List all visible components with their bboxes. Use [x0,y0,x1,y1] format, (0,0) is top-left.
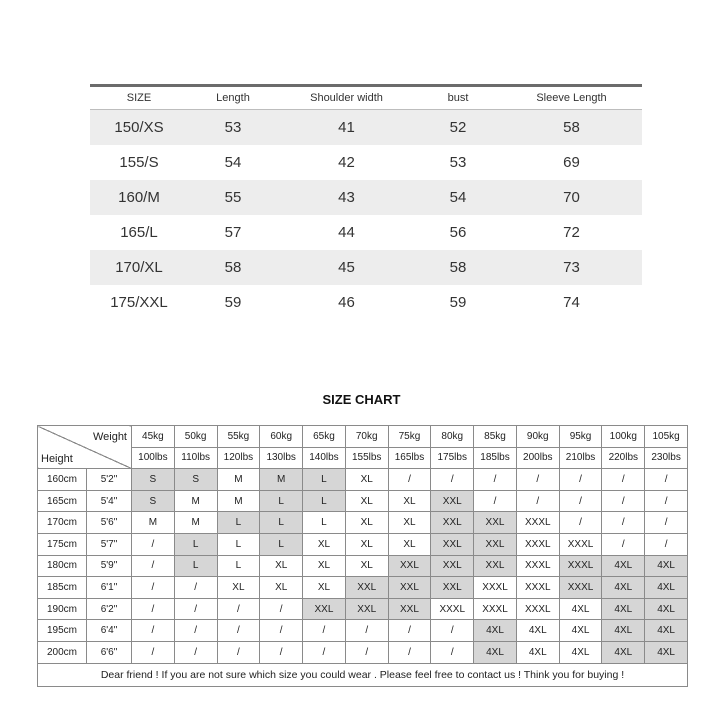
size-cell: / [345,620,388,642]
height-cm-cell: 195cm [38,620,87,642]
size-cell: XL [388,533,431,555]
size-cell: 4XL [645,555,688,577]
size-cell: / [645,533,688,555]
height-inch-cell: 5'9" [87,555,132,577]
size-cell: XL [345,469,388,491]
size-cell: XXXL [559,533,602,555]
size-cell: S [174,469,217,491]
size-cell: / [174,620,217,642]
size-cell: XXL [431,555,474,577]
header-bust: bust [415,87,501,110]
size-cell: / [474,469,517,491]
table-cell: 175/XXL [110,294,168,311]
size-cell: / [602,490,645,512]
size-cell: XXXL [516,512,559,534]
table-cell: 56 [449,224,467,241]
size-cell: XXL [474,533,517,555]
size-cell: M [260,469,303,491]
height-inch-cell: 6'6" [87,641,132,663]
corner-cell [38,426,132,469]
size-cell: / [559,490,602,512]
table-cell: 160/M [90,180,188,215]
lbs-row [38,447,688,469]
weight-kg-cell: 80kg [431,426,474,448]
size-cell: M [174,490,217,512]
height-cm-cell: 170cm [38,512,87,534]
size-cell: 4XL [602,555,645,577]
table-row [90,285,642,320]
weight-lbs-cell: 220lbs [602,447,645,469]
size-cell: L [217,533,260,555]
size-cell: XXXL [474,577,517,599]
size-cell: / [132,641,175,663]
size-cell: 4XL [516,641,559,663]
table-cell: 57 [224,224,242,241]
weight-lbs-cell: 230lbs [645,447,688,469]
table-cell: 155/S [119,154,159,171]
size-cell: / [602,469,645,491]
height-cm-cell: 165cm [38,490,87,512]
table-cell: 58 [188,250,278,285]
size-cell: / [645,469,688,491]
size-cell: / [132,577,175,599]
weight-kg-cell: 85kg [474,426,517,448]
size-cell: / [516,469,559,491]
height-cm-cell: 160cm [38,469,87,491]
size-row [38,512,688,534]
size-cell: S [132,490,175,512]
table-cell: 53 [449,154,467,171]
size-chart-title: SIZE CHART [322,392,401,407]
size-cell: 4XL [645,641,688,663]
weight-lbs-cell: 155lbs [345,447,388,469]
size-cell: S [132,469,175,491]
size-cell: 4XL [645,577,688,599]
height-inch-cell: 6'4" [87,620,132,642]
size-cell: / [516,490,559,512]
table-cell: 44 [338,224,355,241]
size-cell: XXL [431,490,474,512]
size-cell: / [217,598,260,620]
size-cell: / [217,620,260,642]
size-cell: XXL [345,577,388,599]
weight-kg-cell: 45kg [132,426,175,448]
weight-lbs-cell: 120lbs [217,447,260,469]
size-row [38,469,688,491]
measurement-table [90,84,642,320]
size-row [38,641,688,663]
size-cell: 4XL [559,641,602,663]
table-cell: 54 [224,154,242,171]
weight-lbs-cell: 130lbs [260,447,303,469]
header-shoulder-width: Shoulder width [278,87,415,110]
size-cell: / [602,512,645,534]
size-cell: 4XL [559,620,602,642]
height-inch-cell: 5'7" [87,533,132,555]
size-cell: XXXL [559,577,602,599]
table-cell: 170/XL [90,250,188,285]
height-cm-cell: 200cm [38,641,87,663]
table-cell: 70 [501,180,642,215]
height-inch-cell: 6'2" [87,598,132,620]
size-cell: / [645,512,688,534]
size-cell: L [174,555,217,577]
size-cell: XL [217,577,260,599]
table-cell: 52 [415,110,501,146]
table-cell: 54 [415,180,501,215]
weight-kg-cell: 105kg [645,426,688,448]
size-cell: / [260,620,303,642]
weight-lbs-cell: 140lbs [303,447,346,469]
table-cell: 59 [449,294,467,311]
weight-lbs-cell: 200lbs [516,447,559,469]
size-row [38,598,688,620]
size-cell: XXL [474,512,517,534]
size-cell: / [132,620,175,642]
weight-lbs-cell: 100lbs [132,447,175,469]
size-cell: XXXL [474,598,517,620]
size-cell: / [303,641,346,663]
table-cell: 74 [563,294,580,311]
size-cell: / [260,598,303,620]
table-cell: 58 [415,250,501,285]
size-cell: M [217,490,260,512]
measurement-header-row [90,87,642,110]
weight-lbs-cell: 110lbs [174,447,217,469]
size-cell: XXL [431,512,474,534]
size-cell: XXXL [431,598,474,620]
size-cell: XXL [474,555,517,577]
size-cell: 4XL [602,577,645,599]
table-cell: 73 [501,250,642,285]
size-cell: XL [388,512,431,534]
height-inch-cell: 6'1" [87,577,132,599]
size-cell: / [260,641,303,663]
size-cell: / [645,490,688,512]
table-cell: 46 [338,294,355,311]
size-cell: / [174,641,217,663]
table-cell: 55 [188,180,278,215]
size-row [38,577,688,599]
size-cell: XXXL [516,577,559,599]
size-cell: XL [345,512,388,534]
size-cell: L [303,469,346,491]
size-cell: / [345,641,388,663]
height-inch-cell: 5'6" [87,512,132,534]
height-inch-cell: 5'2" [87,469,132,491]
height-cm-cell: 185cm [38,577,87,599]
table-cell: 150/XS [90,110,188,146]
height-cm-cell: 190cm [38,598,87,620]
size-cell: / [388,620,431,642]
size-cell: L [303,512,346,534]
size-chart [37,425,688,687]
size-cell: L [303,490,346,512]
size-cell: XL [260,577,303,599]
size-cell: / [217,641,260,663]
size-cell: 4XL [602,598,645,620]
size-cell: / [559,512,602,534]
size-cell: L [217,555,260,577]
size-cell: / [431,469,474,491]
weight-kg-cell: 70kg [345,426,388,448]
size-cell: XL [303,577,346,599]
size-row [38,555,688,577]
header-sleeve-length: Sleeve Length [501,87,642,110]
size-cell: XXL [388,598,431,620]
size-cell: XL [345,555,388,577]
table-cell: 165/L [120,224,158,241]
table-cell: 41 [278,110,415,146]
header-length: Length [188,87,278,110]
size-row [38,620,688,642]
size-cell: XXXL [516,533,559,555]
height-label: Height [41,453,73,466]
weight-kg-cell: 75kg [388,426,431,448]
size-cell: M [132,512,175,534]
table-cell: 69 [563,154,580,171]
table-row [90,145,642,180]
size-cell: XXL [431,577,474,599]
size-cell: L [217,512,260,534]
height-inch-cell: 5'4" [87,490,132,512]
size-cell: XXL [388,555,431,577]
size-cell: XL [303,533,346,555]
size-cell: / [388,469,431,491]
size-cell: 4XL [559,598,602,620]
weight-kg-cell: 90kg [516,426,559,448]
size-cell: XXXL [559,555,602,577]
size-cell: / [303,620,346,642]
table-row [90,215,642,250]
size-cell: 4XL [602,620,645,642]
size-cell: 4XL [474,620,517,642]
size-cell: / [132,555,175,577]
table-row [90,250,642,285]
size-cell: XXXL [516,598,559,620]
height-cm-cell: 175cm [38,533,87,555]
weight-kg-cell: 50kg [174,426,217,448]
size-cell: XL [303,555,346,577]
size-cell: 4XL [602,641,645,663]
size-cell: 4XL [645,620,688,642]
size-cell: 4XL [474,641,517,663]
table-cell: 59 [224,294,242,311]
weight-lbs-cell: 185lbs [474,447,517,469]
kg-row [38,426,688,448]
table-cell: 43 [278,180,415,215]
size-row [38,490,688,512]
weight-lbs-cell: 210lbs [559,447,602,469]
weight-kg-cell: 65kg [303,426,346,448]
size-cell: M [217,469,260,491]
size-cell: XXL [431,533,474,555]
size-cell: / [132,533,175,555]
footer-note: Dear friend ! If you are not sure which size you could wear . Please feel free to contact us ! Think you for buying ! [38,663,688,686]
size-cell: XXL [303,598,346,620]
size-cell: L [260,533,303,555]
size-cell: / [474,490,517,512]
size-cell: / [559,469,602,491]
weight-lbs-cell: 175lbs [431,447,474,469]
size-cell: XXL [388,577,431,599]
weight-kg-cell: 95kg [559,426,602,448]
size-cell: 4XL [645,598,688,620]
table-cell: 72 [563,224,580,241]
table-row [90,110,642,146]
weight-kg-cell: 100kg [602,426,645,448]
table-row [90,180,642,215]
table-cell: 53 [188,110,278,146]
weight-kg-cell: 60kg [260,426,303,448]
size-cell: XXXL [516,555,559,577]
weight-label: Weight [92,431,127,443]
size-cell: / [174,577,217,599]
size-cell: XL [388,490,431,512]
size-cell: XL [345,490,388,512]
size-row [38,533,688,555]
header-size: SIZE [90,87,188,110]
size-cell: / [132,598,175,620]
table-cell: 42 [338,154,355,171]
size-cell: / [431,641,474,663]
size-cell: 4XL [516,620,559,642]
size-cell: XXL [345,598,388,620]
size-cell: / [431,620,474,642]
size-cell: XL [345,533,388,555]
table-cell: 45 [278,250,415,285]
weight-lbs-cell: 165lbs [388,447,431,469]
size-cell: / [388,641,431,663]
size-cell: / [174,598,217,620]
size-cell: L [260,490,303,512]
size-cell: / [602,533,645,555]
size-cell: L [260,512,303,534]
size-cell: XL [260,555,303,577]
size-cell: L [174,533,217,555]
size-cell: M [174,512,217,534]
note-row [38,663,688,686]
table-cell: 58 [501,110,642,146]
weight-kg-cell: 55kg [217,426,260,448]
height-cm-cell: 180cm [38,555,87,577]
